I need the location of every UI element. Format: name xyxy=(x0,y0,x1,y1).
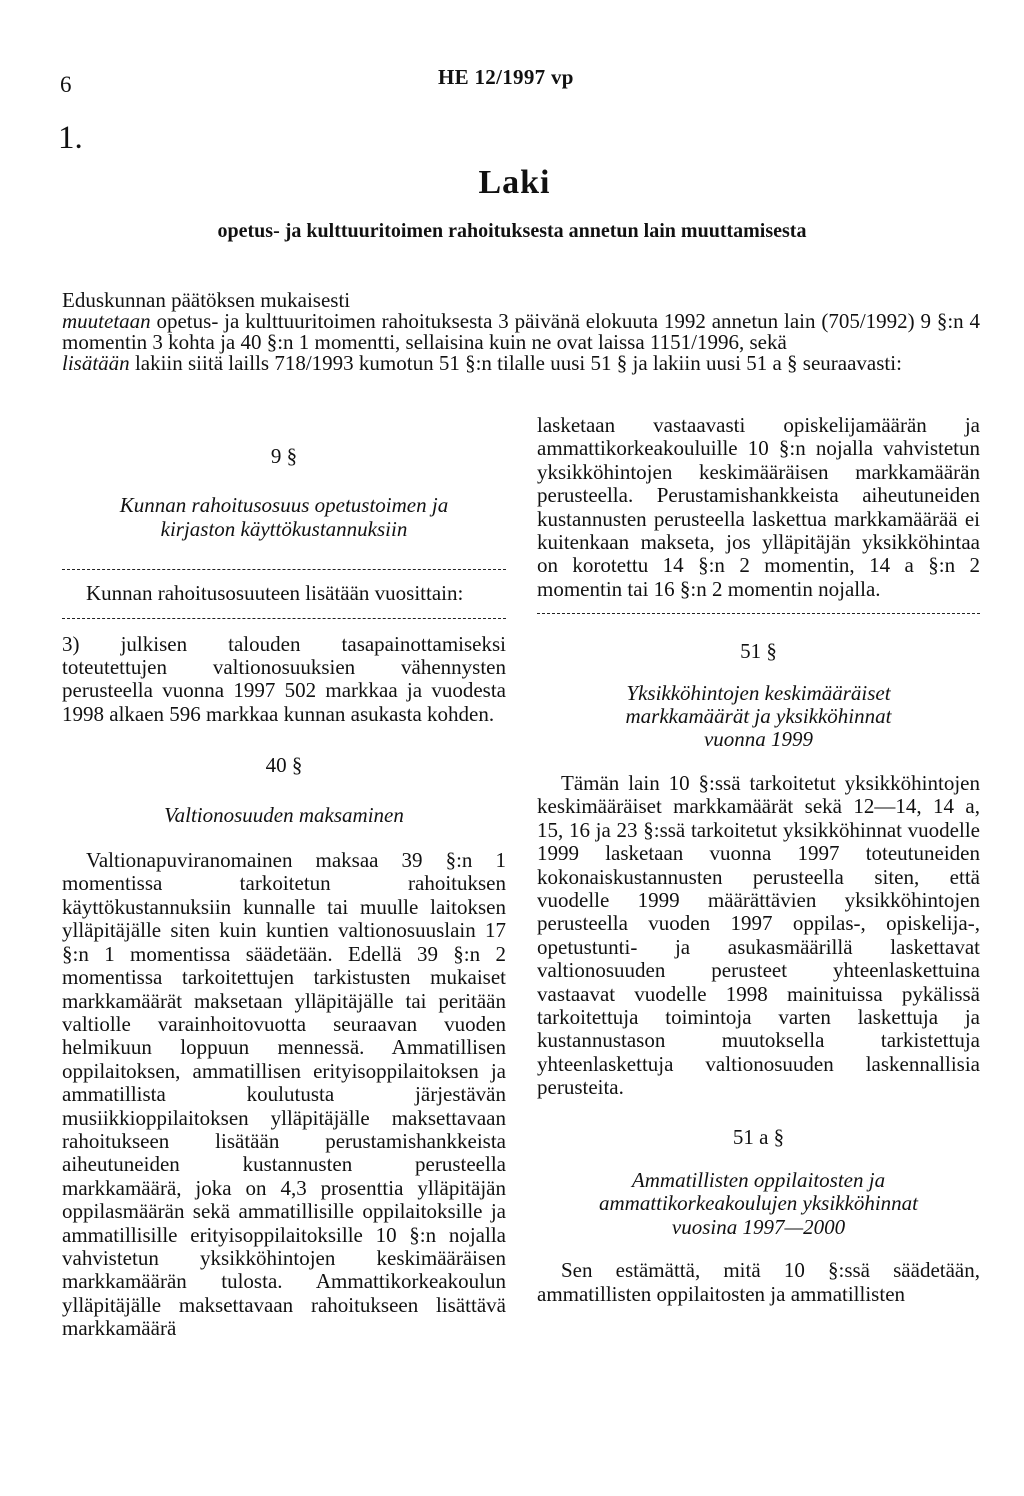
amend-keyword: muutetaan xyxy=(62,309,151,333)
add-keyword: lisätään xyxy=(62,351,130,375)
page-number: 6 xyxy=(60,72,72,97)
amend-text: opetus- ja kulttuuritoimen rahoituksesta 3 päivänä elokuuta 1992 annetun lain (705/1992) 9 §:n 4 momentin 3 kohta ja 40 §:n 1 momentti, sellaisina kuin ne ovat laissa 1151/1996, sekä xyxy=(62,309,980,354)
section-51a-heading-line3: vuosina 1997—2000 xyxy=(671,1214,846,1239)
addition-clause xyxy=(62,353,980,374)
section-40-number: 40 § xyxy=(265,753,303,778)
enactment-lead: Eduskunnan päätöksen mukaisesti xyxy=(62,288,351,312)
section-9-number: 9 § xyxy=(270,444,298,468)
section-51-number: 51 § xyxy=(740,639,777,664)
right-column xyxy=(537,414,980,1306)
section-51-paragraph: Tämän lain 10 §:ssä tarkoitetut yksikköhintojen keskimääräiset markkamäärät sekä 12—14, 14 a, 15, 16 ja 23 §:ssä tarkoitetut yksikköhinnat vuodelle 1999 lasketaan vuonna 1997 toteutuneiden kokonaiskustannusten perusteella siten, että vuodelle 1999 määrättävien yksikköhintojen perusteella vuoden 1997 oppilas-, opiskelija-, opetustunti- ja asukasmäärillä laskettavat valtionosuuden perusteet yhteenlaskettuina vastaavat vuodelle 1998 mainituissa pykälissä tarkoitettuja toimintoja varten laskettuja ja kustannustason muutoksella tarkistettuja yhteenlaskettuja valtionosuuden laskennallisia perusteita. xyxy=(537,770,980,1100)
section-9-paragraph: Kunnan rahoitusosuuteen lisätään vuosittain: xyxy=(86,581,464,606)
add-text: lakiin siitä laills 718/1993 kumotun 51 §:n tilalle uusi 51 § ja lakiin uusi 51 a § seuraavasti: xyxy=(129,351,902,375)
section-51-heading-line3: vuonna 1999 xyxy=(703,727,814,752)
enactment-clause xyxy=(62,290,980,374)
section-9-heading-line1: Kunnan rahoitusosuus opetustoimen ja xyxy=(119,493,449,518)
section-51a-number: 51 a § xyxy=(732,1124,785,1149)
law-item-number: 1. xyxy=(58,120,83,156)
omission-rule xyxy=(62,569,506,570)
section-51-heading-line2: markkamäärät ja yksikköhinnat xyxy=(625,704,892,729)
section-9-item-3: 3) julkisen talouden tasapainottamiseksi toteutettujen valtionosuuksien vähennysten perusteella vuonna 1997 502 markkaa ja vuodesta 1998 alkaen 596 markkaa kunnan asukasta kohden. xyxy=(62,631,506,726)
section-51-heading-line1: Yksikköhintojen keskimääräiset xyxy=(626,680,891,705)
section-51a-paragraph: Sen estämättä, mitä 10 §:ssä säädetään, ammatillisten oppilaitosten ja ammatillisten xyxy=(537,1258,980,1306)
left-column xyxy=(62,445,506,1341)
section-40-paragraph-continued: lasketaan vastaavasti opiskelijamäärän ja ammattikorkeakouluille 10 §:n nojalla vahvistetun yksikköhintojen keskimääräisen markkamäärän perusteella. Perustamishankkeista aiheutuneiden kustannusten perusteella laskettua markkamäärää ei kuitenkaan makseta, jos ylläpitäjän yksikköhintaa on korotettu 14 §:n 2 momentin, 14 a §:n 2 momentin tai 16 §:n 2 momentin nojalla. xyxy=(537,413,980,601)
law-title: Laki xyxy=(478,164,551,201)
amendment-clause xyxy=(62,311,980,353)
law-subtitle: opetus- ja kulttuuritoimen rahoituksesta annetun lain muuttamisesta xyxy=(217,220,807,242)
section-40-heading: Valtionosuuden maksaminen xyxy=(164,802,404,827)
omission-rule xyxy=(62,618,506,619)
section-40-paragraph: Valtionapuviranomainen maksaa 39 §:n 1 momentissa tarkoitetun rahoituksen käyttökustannuksiin kunnalle tai muulle laitoksen ylläpitäjälle siten kuin kuntien valtionosuuslain 17 §:n 1 momentissa säädetään. Edellä 39 §:n 2 momentissa tarkoitettujen tarkistusten mukaiset markkamäärät maksetaan ylläpitäjälle tai peritään valtiolle varainhoitovuotta seuraavan vuoden helmikuun loppuun mennessä. Ammatillisen oppilaitoksen, ammatillisen erityisoppilaitoksen ja ammatillista koulutusta järjestävän musiikkioppilaitoksen ylläpitäjälle maksettavaan rahoitukseen lisätään perustamishankkeista aiheutuneiden kustannusten perusteella markkamäärä, joka on 4,3 prosenttia ylläpitäjän oppilasmäärän sekä ammatillisille oppilaitoksille ja ammatillisille erityisoppilaitoksille 10 §:n nojalla vahvistetun yksikköhintojen keskimääräisen markkamäärän tulosta. Ammattikorkeakoulun ylläpitäjälle maksettavaan rahoitukseen lisättävä markkamäärä xyxy=(62,848,506,1341)
omission-rule xyxy=(537,613,980,614)
section-51a-heading-line1: Ammatillisten oppilaitosten ja xyxy=(631,1167,886,1192)
document-reference: HE 12/1997 vp xyxy=(438,65,574,89)
section-9-heading-line2: kirjaston käyttökustannuksiin xyxy=(160,516,408,541)
section-51a-heading-line2: ammattikorkeakoulujen yksikköhinnat xyxy=(599,1191,918,1216)
